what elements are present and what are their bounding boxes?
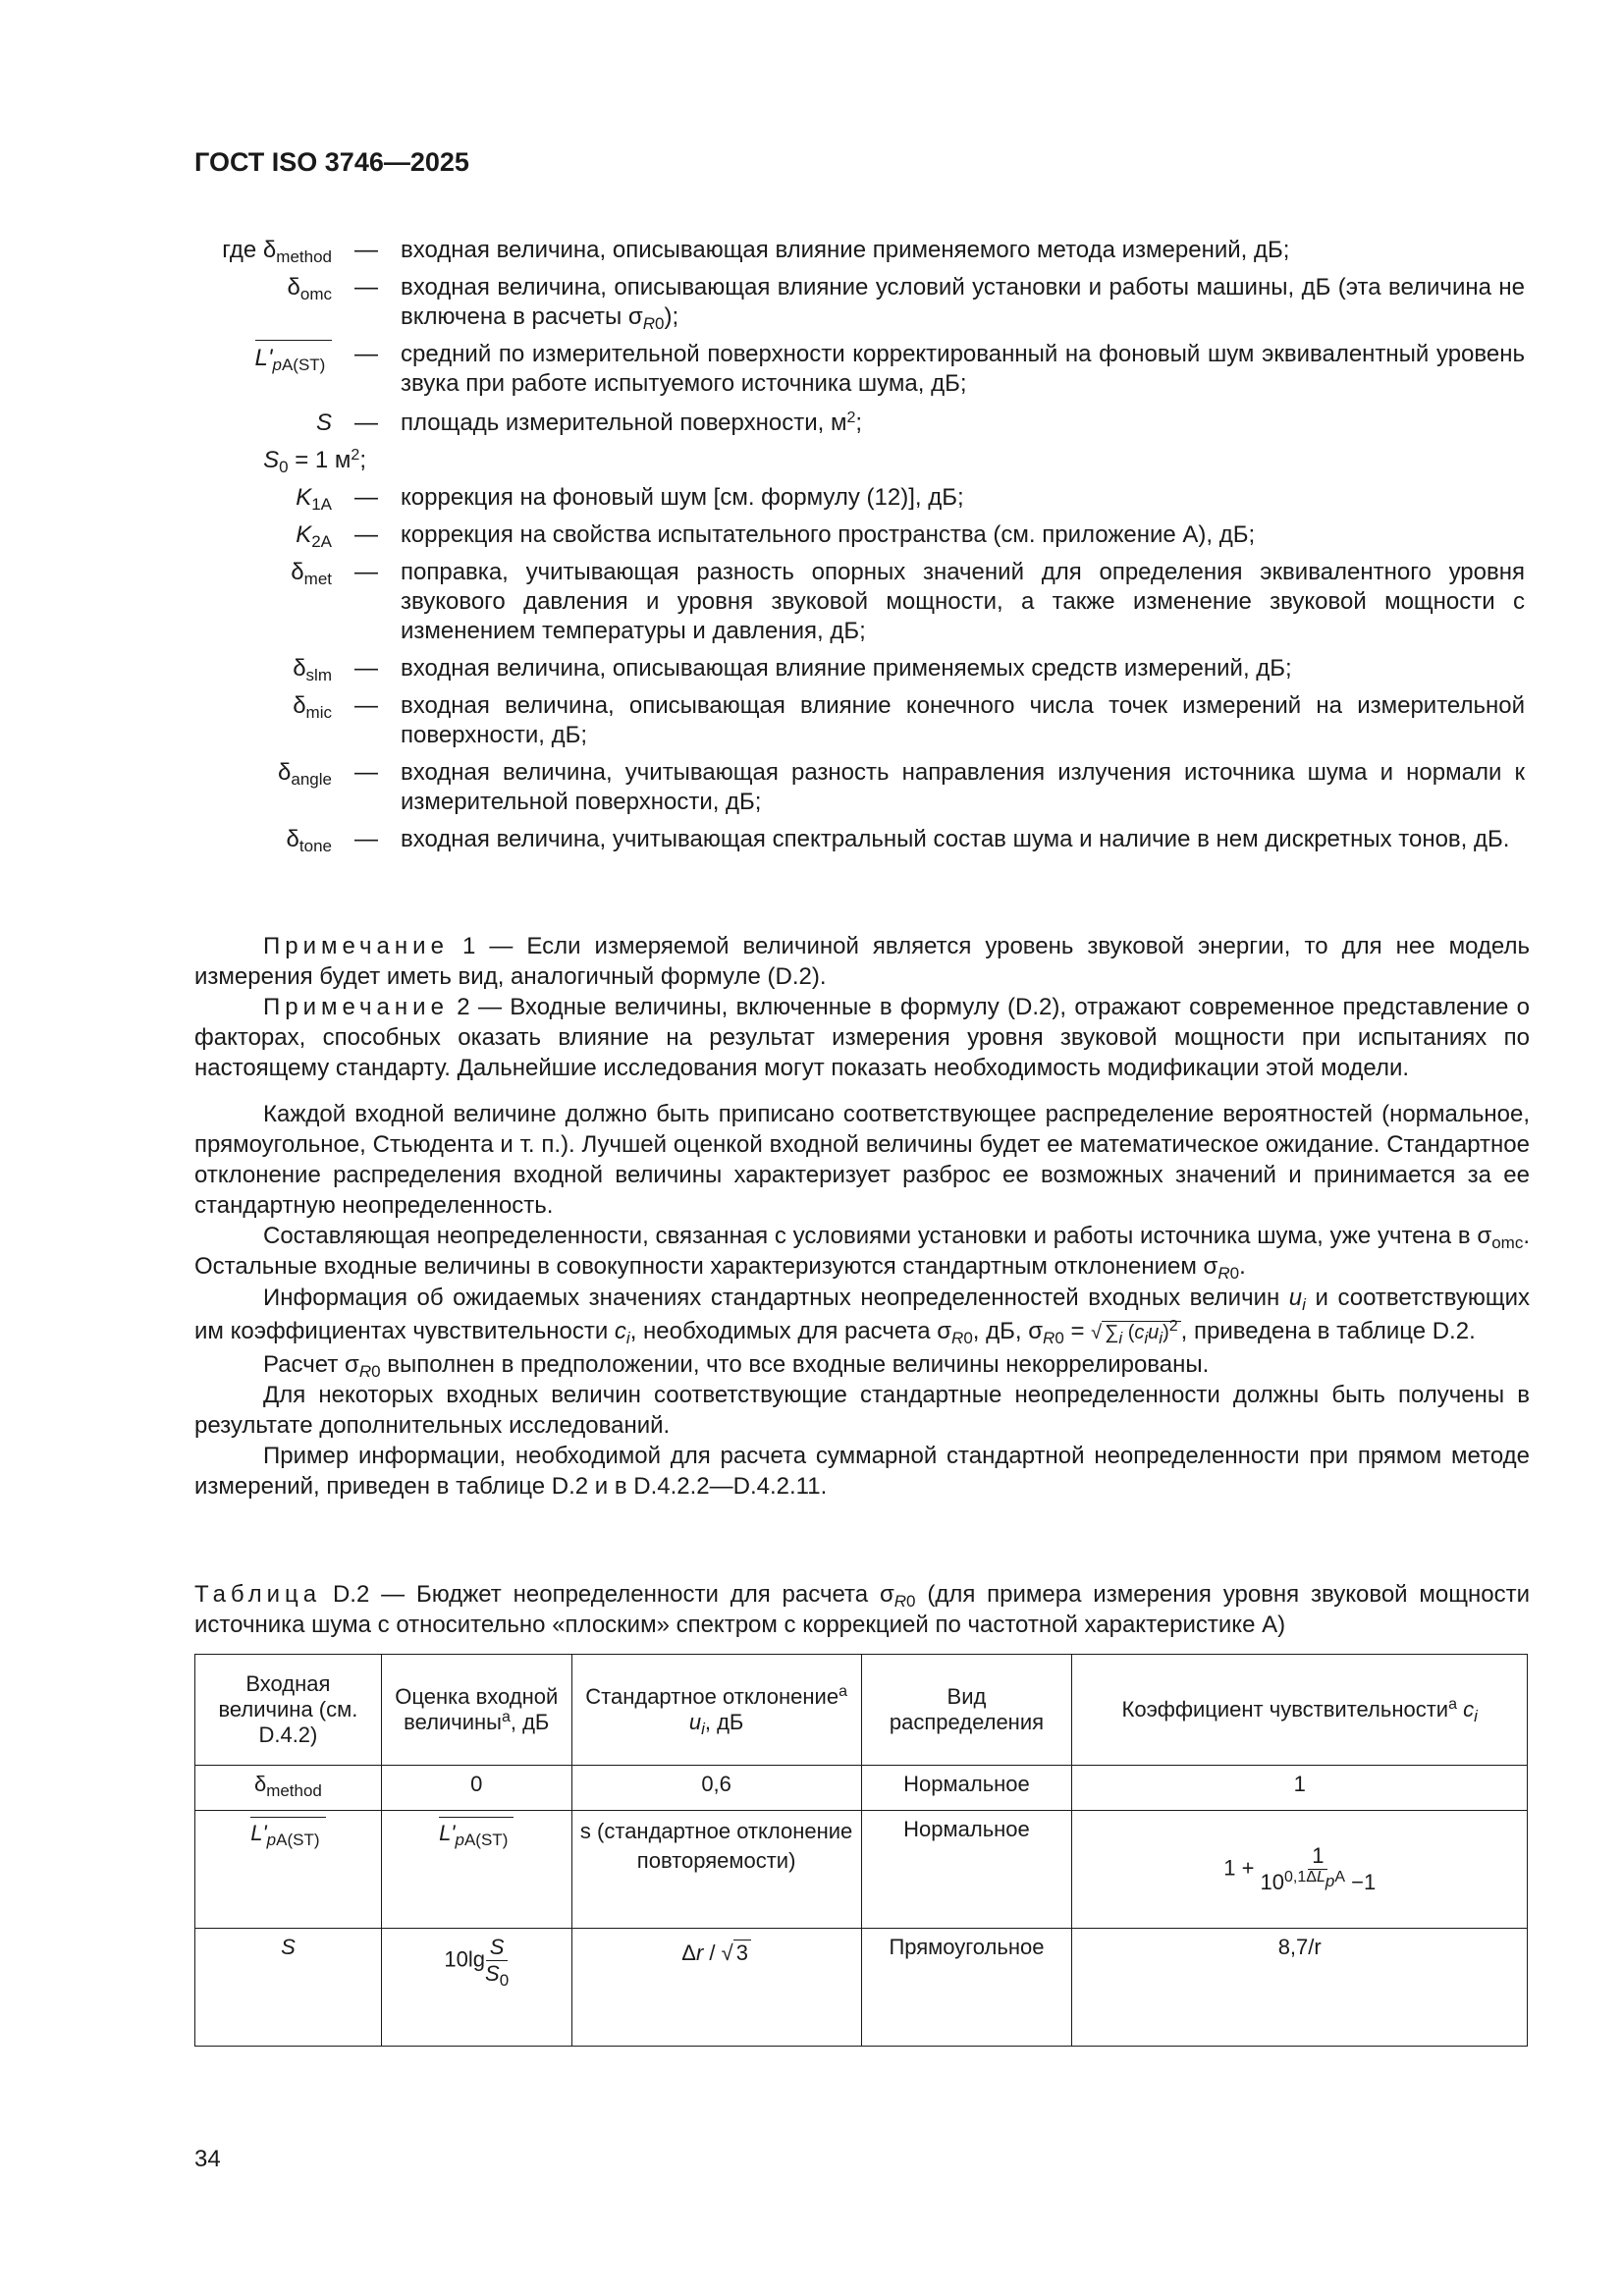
uncertainty-table <box>194 1654 1528 2047</box>
paragraph: Информация об ожидаемых значениях стандартных неопределенностей входных величин $u_i$ и соответствующих им коэффициентах чувствительности $c_i$, необходимых для расчета $\sigma_{R0}$, дБ, $\sigma_{R0}$ = √ $\sum_i$ $(c_iu_i)^2$ , приведена в таблице D.2. <box>194 1285 1531 1347</box>
definition-item: $\delta_{angle}$ — входная величина, учитывающая разность направления излучения источника шума и нормали к измерительной поверхности, дБ; <box>278 759 1525 815</box>
table-row: $\delta_{method}$ 0 0,6 Нормальное 1 <box>195 1766 1528 1811</box>
definition-item: $\delta_{met}$ — поправка, учитывающая разность опорных значений для определения эквивалентного уровня звукового давления и уровня звуковой мощности, а также изменение звуковой мощности с изменением температуры и давления, дБ; <box>291 559 1525 644</box>
table-row: S 10lg $\frac{S}{S_0}$ Δr / √ 3 Прямоугольное 8,7/r <box>195 1929 1528 2047</box>
paragraph: Для некоторых входных величин соответствующие стандартные неопределенности должны быть получены в результате дополнительных исследований. <box>194 1382 1530 1439</box>
note-2: Примечание 2 — Входные величины, включенные в формулу (D.2), отражают современное представление о факторах, способных оказать влияние на результат измерения уровня звуковой мощности при испытаниях по настоящему стандарту. Дальнейшие исследования могут показать необходимость модификации этой модели. <box>194 994 1530 1081</box>
note-1: Примечание 1 — Если измеряемой величиной является уровень звуковой энергии, то для нее модель измерения будет иметь вид, аналогичный формуле (D.2). <box>194 933 1530 990</box>
paragraph: Пример информации, необходимой для расчета суммарной стандартной неопределенности при прямом методе измерений, приведен в таблице D.2 и в D.4.2.2—D.4.2.11. <box>194 1443 1530 1500</box>
page-header: ГОСТ ISO 3746—2025 <box>194 147 469 177</box>
definition-item: где $\delta_{method}$ — входная величина, описывающая влияние применяемого метода измерений, дБ; <box>222 237 1290 266</box>
definition-item: $K_{1A}$ — коррекция на фоновый шум [см. формулу (12)], дБ; <box>296 484 964 514</box>
definition-item: $\delta_{tone}$ — входная величина, учитывающая спектральный состав шума и наличие в нем дискретных тонов, дБ. <box>286 826 1510 855</box>
table-header-row: Входная величина (см. D.4.2) Оценка входной величины$^a$, дБ Стандартное отклонение$^a$ $u_i$, дБ Вид распределения Коэффициент чувствительности$^a$ $c_i$ <box>195 1655 1528 1766</box>
definition-item: $\delta_{omc}$ — входная величина, описывающая влияние условий установки и работы машины, дБ (эта величина не включена в расчеты $\sigma_{R0}$); <box>287 274 1525 333</box>
definition-item: S — площадь измерительной поверхности, $м^2$; <box>315 410 863 436</box>
table-caption: Таблица D.2 — Бюджет неопределенности для расчета $\sigma_{R0}$ (для примера измерения уровня звуковой мощности источника шума с относительно «плоским» спектром с коррекцией по частотной характеристике А) <box>194 1581 1531 1638</box>
definition-item: $\delta_{slm}$ — входная величина, описывающая влияние применяемых средств измерений, дБ; <box>293 655 1292 684</box>
definition-item: $S_0 = 1$ $м^2$; <box>263 447 366 476</box>
definition-item: $L'_{pA(ST)}$ — средний по измерительной поверхности корректированный на фоновый шум эквивалентный уровень звука при работе испытуемого источника шума, дБ; <box>254 341 1525 397</box>
definitions-list <box>194 236 1530 862</box>
paragraph: Составляющая неопределенности, связанная с условиями установки и работы источника шума, уже учтена в $\sigma_{omc}$. Остальные входные величины в совокупности характеризуются стандартным отклонением $\sigma_{R0}$. <box>194 1223 1530 1283</box>
paragraph: Каждой входной величине должно быть приписано соответствующее распределение вероятностей (нормальное, прямоугольное, Стьюдента и т. п.). Лучшей оценкой входной величины будет ее математическое ожидание. Стандартное отклонение распределения входной величины характеризует разброс ее возможных значений и принимается за ее стандартную неопределенность. <box>194 1101 1530 1219</box>
definition-item: $\delta_{mic}$ — входная величина, описывающая влияние конечного числа точек измерений на измерительной поверхности, дБ; <box>293 692 1525 748</box>
definition-item: $K_{2A}$ — коррекция на свойства испытательного пространства (см. приложение А), дБ; <box>296 521 1256 551</box>
page-number: 34 <box>194 2146 221 2172</box>
paragraph: Расчет $\sigma_{R0}$ выполнен в предположении, что все входные величины некоррелированы. <box>263 1351 1210 1381</box>
table-row: $L'_{pA(ST)}$ $L'_{pA(ST)}$ s (стандартное отклонение повторяемости) Нормальное 1 + $\frac{1}{10^{0,1\Delta L_pA} -1}$ <box>195 1811 1528 1929</box>
body-text <box>194 931 1530 1502</box>
